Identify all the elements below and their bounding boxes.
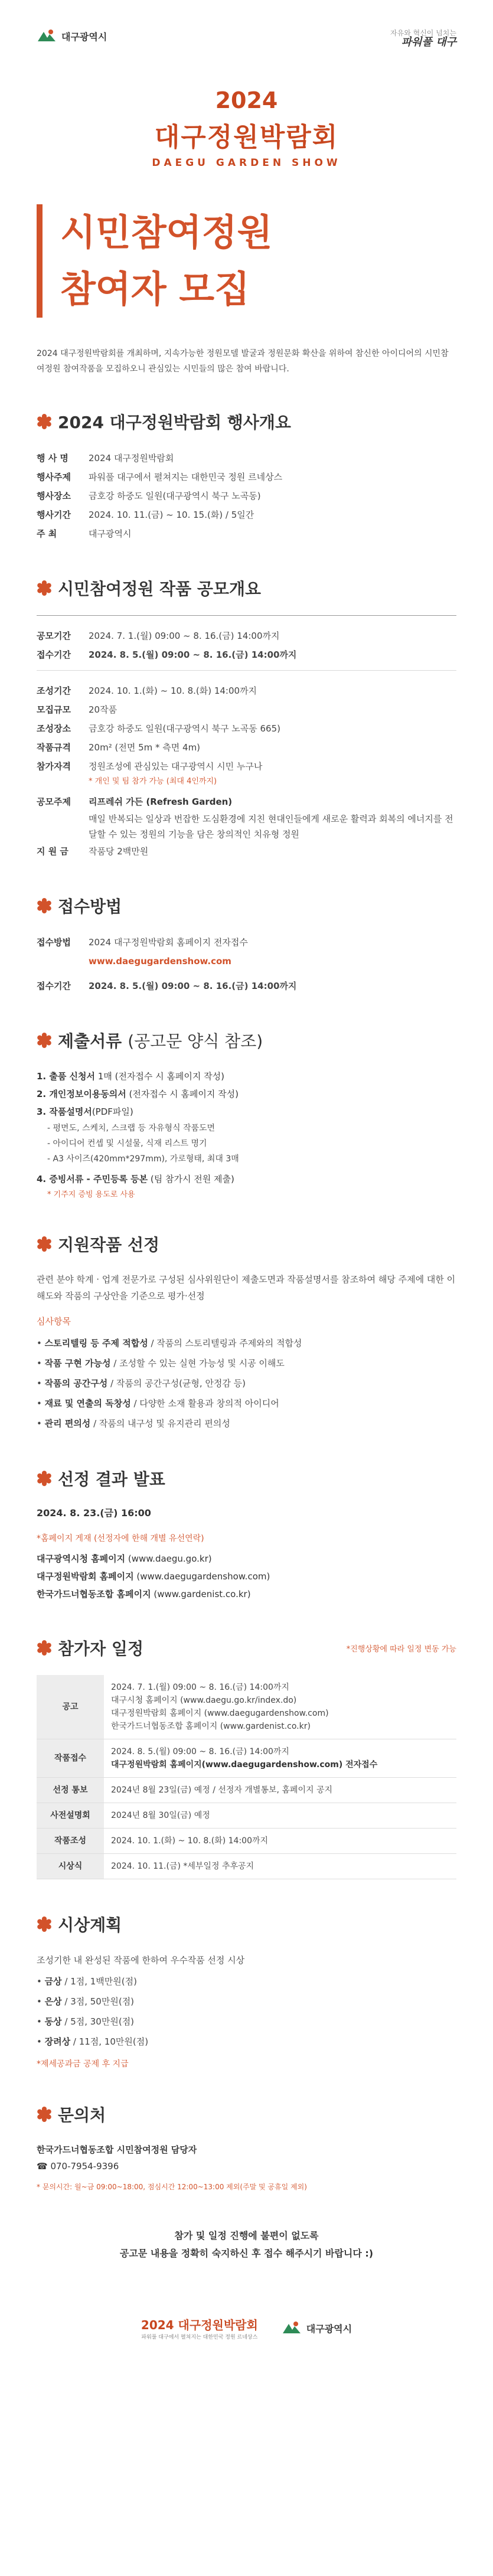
awards-heading bbox=[37, 1912, 456, 1936]
list-item: • 은상 / 3점, 50만원(점) bbox=[37, 1996, 135, 2007]
page-title bbox=[37, 204, 456, 318]
logo-text: 대구광역시 bbox=[61, 31, 107, 43]
schedule-section bbox=[37, 1636, 456, 1879]
docs-section bbox=[37, 1029, 456, 1199]
list-item: • 동상 / 5점, 30만원(점) bbox=[37, 2016, 135, 2027]
list-item: • 작품의 공간구성 / 작품의 공간구성(균형, 안정감 등) bbox=[37, 1378, 246, 1389]
list-item: • 관리 편의성 / 작품의 내구성 및 유지관리 편의성 bbox=[37, 1418, 230, 1429]
kv-row: 행사기간 2024. 10. 11.(금) ~ 10. 15.(화) / 5일간 bbox=[37, 510, 254, 520]
contest-heading bbox=[37, 576, 456, 600]
list-subitem: - 평면도, 스케치, 스크랩 등 자유형식 작품도면 bbox=[47, 1124, 216, 1133]
kv-row: 공모주제 리프레쉬 가든 (Refresh Garden) 매일 반복되는 일상과 번잡한 도심환경에 지친 현대인들에게 새로운 활력과 회복의 에너지를 전달할 수 있는 정원의 기능을 담은 창의적인 치유형 정원 bbox=[37, 792, 456, 842]
apply-heading bbox=[37, 894, 456, 918]
kv-row: 접수기간 2024. 8. 5.(월) 09:00 ~ 8. 16.(금) 14:00까지 bbox=[37, 981, 297, 991]
kv-row: 접수기간 2024. 8. 5.(월) 09:00 ~ 8. 16.(금) 14:00까지 bbox=[37, 649, 297, 660]
list-item: 대구정원박람회 홈페이지 (www.daegugardenshow.com) bbox=[37, 1571, 270, 1582]
table-row: 사전설명회 2024년 8월 30일(금) 예정 bbox=[37, 1803, 456, 1829]
awards-section bbox=[37, 1912, 456, 2069]
divider bbox=[37, 615, 456, 616]
intro-text: 2024 대구정원박람회를 개최하며, 지속가능한 정원모델 발굴과 정원문화 확산을 위하여 참신한 아이디어의 시민참여정원 참여작품을 모집하오니 관심있는 시민들의 많은 참여 바랍니다. bbox=[37, 349, 449, 374]
result-heading bbox=[37, 1467, 456, 1490]
apply-section bbox=[37, 894, 456, 995]
overview-section bbox=[37, 410, 456, 543]
theme-title: 리프레쉬 가든 (Refresh Garden) bbox=[89, 796, 233, 807]
flower-icon bbox=[37, 414, 52, 429]
list-item: • 작품 구현 가능성 / 조성할 수 있는 실현 가능성 및 시공 이해도 bbox=[37, 1358, 285, 1369]
selection-section bbox=[37, 1232, 456, 1434]
contest-section bbox=[37, 576, 456, 861]
kv-row: 접수방법 2024 대구정원박람회 홈페이지 전자접수 www.daegugardenshow.com bbox=[37, 933, 456, 971]
docs-title-sub: (공고문 양식 참조) bbox=[128, 1031, 263, 1051]
kv-row: 모집규모 20작품 bbox=[37, 704, 117, 715]
daegu-symbol-icon bbox=[282, 2320, 302, 2336]
divider bbox=[37, 670, 456, 671]
flower-icon bbox=[37, 1033, 52, 1048]
list-item: 4. 증빙서류 - 주민등록 등본 (팀 참가시 전원 제출) bbox=[37, 1174, 234, 1184]
slogan-line1: 자유와 혁신이 넘치는 bbox=[390, 29, 456, 37]
list-item: • 금상 / 1점, 1백만원(점) bbox=[37, 1976, 137, 1987]
theme-desc: 매일 반복되는 일상과 번잡한 도심환경에 지친 현대인들에게 새로운 활력과 회복의 에너지를 전달할 수 있는 정원의 기능을 담은 창의적인 치유형 정원 bbox=[89, 814, 453, 840]
overview-heading bbox=[37, 410, 456, 433]
contact-section bbox=[37, 2102, 456, 2192]
kv-row: 행사장소 금호강 하중도 일원(대구광역시 북구 노곡동) bbox=[37, 491, 261, 501]
docs-heading bbox=[37, 1029, 456, 1052]
awards-desc: 조성기한 내 완성된 작품에 한하여 우수작품 선정 시상 bbox=[37, 1955, 245, 1966]
result-section bbox=[37, 1467, 456, 1603]
footer-logos bbox=[37, 2316, 456, 2340]
flower-icon bbox=[37, 1236, 52, 1252]
list-item: 한국가드너협동조합 홈페이지 (www.gardenist.co.kr) bbox=[37, 1589, 251, 1599]
phone-icon: ☎ bbox=[37, 2161, 51, 2172]
contact-heading bbox=[37, 2102, 456, 2126]
table-row: 선정 통보 2024년 8월 23일(금) 예정 / 선정자 개별통보, 홈페이지 공지 bbox=[37, 1778, 456, 1803]
table-row: 작품접수 2024. 8. 5.(월) 09:00 ~ 8. 16.(금) 14:00까지 대구정원박람회 홈페이지(www.daegugardenshow.com) 전자접수 bbox=[37, 1739, 456, 1778]
list-item: 3. 작품설명서(PDF파일) bbox=[37, 1106, 133, 1117]
selection-title: 지원작품 선정 bbox=[58, 1235, 160, 1255]
city-slogan bbox=[390, 28, 456, 48]
garden-show-logo: 2024 대구정원박람회 파워풀 대구에서 펼쳐지는 대한민국 정원 르네상스 bbox=[141, 2318, 258, 2340]
contact-org: 한국가드너협동조합 시민참여정원 담당자 bbox=[37, 2144, 197, 2155]
kv-row: 조성기간 2024. 10. 1.(화) ~ 10. 8.(화) 14:00까지 bbox=[37, 685, 257, 696]
eligibility-value: 정원조성에 관심있는 대구광역시 시민 누구나 bbox=[89, 761, 263, 772]
flower-icon bbox=[37, 898, 52, 913]
awards-title: 시상계획 bbox=[58, 1915, 122, 1935]
list-item: • 스토리텔링 등 주제 적합성 / 작품의 스토리텔링과 주제와의 적합성 bbox=[37, 1338, 302, 1349]
top-bar bbox=[37, 0, 456, 64]
contact-phone[interactable]: 070-7954-9396 bbox=[50, 2161, 119, 2172]
list-item: • 장려상 / 11점, 10만원(점) bbox=[37, 2036, 149, 2047]
awards-note: *제세공과금 공제 후 지급 bbox=[37, 2059, 129, 2069]
title-line1: 시민참여정원 bbox=[60, 211, 273, 254]
list-item: • 재료 및 연출의 독창성 / 다양한 소재 활용과 창의적 아이디어 bbox=[37, 1398, 279, 1409]
list-item: 2. 개인정보이용동의서 (전자접수 시 홈페이지 작성) bbox=[37, 1089, 239, 1099]
schedule-table bbox=[37, 1675, 456, 1879]
title-line2: 참여자 모집 bbox=[60, 267, 250, 311]
list-item: 대구광역시청 홈페이지 (www.daegu.go.kr) bbox=[37, 1553, 212, 1564]
contact-hours: * 문의시간: 월~금 09:00~18:00, 점심시간 12:00~13:00 제외(주말 및 공휴일 제외) bbox=[37, 2183, 307, 2191]
flower-icon bbox=[37, 1640, 52, 1656]
docs-note: * 기주지 증빙 용도로 사용 bbox=[47, 1190, 135, 1199]
footer-message: 참가 및 일정 진행에 불편이 없도록 공고문 내용을 정확히 숙지하신 후 접수 해주시기 바랍니다 :) bbox=[119, 2230, 374, 2259]
flower-icon bbox=[37, 1471, 52, 1486]
contact-phone-row bbox=[37, 2158, 456, 2175]
flower-icon bbox=[37, 1917, 52, 1932]
apply-title: 접수방법 bbox=[58, 897, 122, 916]
kv-row: 조성장소 금호강 하중도 일원(대구광역시 북구 노곡동 665) bbox=[37, 723, 280, 734]
flower-icon bbox=[37, 580, 52, 596]
contact-title: 문의처 bbox=[58, 2105, 106, 2125]
kv-row: 행 사 명 2024 대구정원박람회 bbox=[37, 453, 174, 463]
eligibility-note: * 개인 및 팀 참가 가능 (최대 4인까지) bbox=[89, 777, 217, 786]
hero bbox=[37, 87, 456, 169]
list-item: 1. 출품 신청서 1매 (전자접수 시 홈페이지 작성) bbox=[37, 1071, 225, 1082]
table-row: 시상식 2024. 10. 11.(금) *세부일정 추후공지 bbox=[37, 1854, 456, 1879]
kv-row: 공모기간 2024. 7. 1.(월) 09:00 ~ 8. 16.(금) 14:00까지 bbox=[37, 631, 280, 641]
result-date: 2024. 8. 23.(금) 16:00 bbox=[37, 1507, 151, 1519]
kv-row: 지 원 금 작품당 2백만원 bbox=[37, 846, 149, 857]
table-row: 공고 2024. 7. 1.(월) 09:00 ~ 8. 16.(금) 14:00까지 대구시청 홈페이지 (www.daegu.go.kr/index.do) 대구정원박람회 홈페이지 (www.daegugardenshow.com) 한국가드너협동조합 홈페이지 (www.gardenist.co.kr) bbox=[37, 1675, 456, 1739]
kv-row: 행사주제 파워풀 대구에서 펼쳐지는 대한민국 정원 르네상스 bbox=[37, 472, 283, 482]
schedule-note: *진행상황에 따라 일정 변동 가능 bbox=[346, 1644, 456, 1654]
list-subitem: - 아이디어 컨셉 및 시설물, 식재 리스트 명기 bbox=[47, 1139, 207, 1148]
selection-desc: 관련 분야 학계 · 업계 전문가로 구성된 심사위원단이 제출도면과 작품설명서를 참조하여 해당 주제에 대한 이해도와 작품의 구상안을 기준으로 평가·선정 bbox=[37, 1274, 456, 1301]
apply-url-link[interactable]: www.daegugardenshow.com bbox=[89, 956, 231, 967]
flower-icon bbox=[37, 2107, 52, 2122]
result-title: 선정 결과 발표 bbox=[58, 1470, 165, 1489]
selection-heading bbox=[37, 1232, 456, 1256]
kv-row: 주 최 대구광역시 bbox=[37, 528, 132, 539]
table-row: 작품조성 2024. 10. 1.(화) ~ 10. 8.(화) 14:00까지 bbox=[37, 1829, 456, 1854]
kv-row: 참가자격 정원조성에 관심있는 대구광역시 시민 누구나 * 개인 및 팀 참가 가능 (최대 4인까지) bbox=[37, 757, 456, 788]
overview-title: 2024 대구정원박람회 행사개요 bbox=[58, 413, 291, 432]
slogan-line2: 파워풀 대구 bbox=[401, 36, 456, 48]
list-subitem: - A3 사이즈(420mm*297mm), 가로형태, 최대 3매 bbox=[47, 1154, 239, 1164]
footer-city-logo: 대구광역시 bbox=[282, 2320, 352, 2336]
criteria-label: 심사항목 bbox=[37, 1316, 71, 1327]
schedule-heading bbox=[37, 1636, 456, 1660]
schedule-title: 참가자 일정 bbox=[58, 1639, 143, 1658]
daegu-symbol-icon bbox=[37, 28, 57, 44]
hero-show-name: 대구정원박람회 bbox=[154, 122, 339, 152]
hero-year: 2024 bbox=[215, 87, 278, 113]
docs-title: 제출서류 bbox=[58, 1031, 122, 1051]
contest-title: 시민참여정원 작품 공모개요 bbox=[58, 579, 262, 599]
hero-show-eng: DAEGU GARDEN SHOW bbox=[152, 157, 341, 169]
kv-row: 작품규격 20m² (전면 5m * 측면 4m) bbox=[37, 742, 201, 753]
daegu-city-logo bbox=[37, 28, 107, 44]
result-note: *홈페이지 게재 (선정자에 한해 개별 유선연락) bbox=[37, 1534, 204, 1543]
